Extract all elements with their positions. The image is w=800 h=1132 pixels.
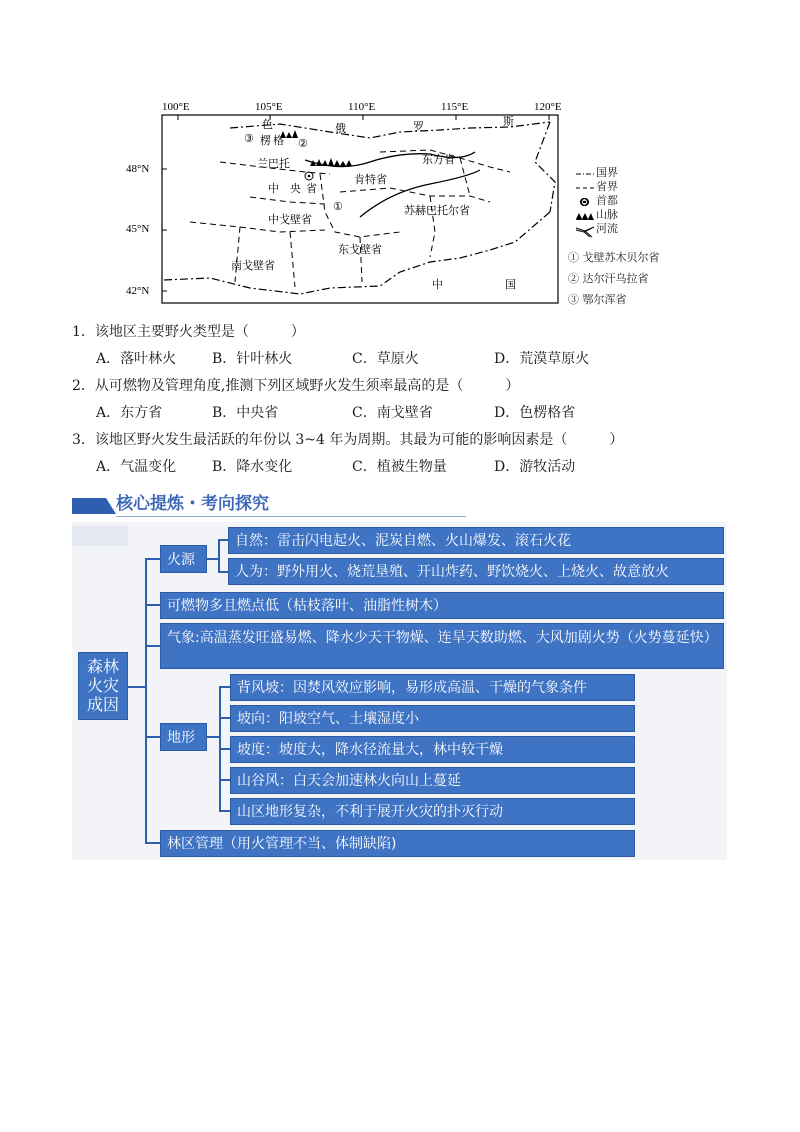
map-label: ② <box>298 137 308 150</box>
map-label: 国 <box>505 278 516 291</box>
lat-label: 42°N <box>126 285 150 297</box>
connector <box>219 686 230 688</box>
map-label: 苏赫巴托尔省 <box>404 204 470 217</box>
legend-river-label: 河流 <box>596 222 618 235</box>
node-weather: 气象:高温蒸发旺盛易燃、降水少天干物燥、连旱天数助燃、大风加剧火势（火势蔓延快） <box>160 623 724 669</box>
connector <box>145 645 160 647</box>
map-label: 中 <box>268 182 279 195</box>
node-fuel: 可燃物多且燃点低（枯枝落叶、油脂性树木） <box>160 592 724 619</box>
map-label: 罗 <box>413 120 424 133</box>
connector <box>219 717 230 719</box>
header-bar-icon <box>72 492 118 516</box>
map-notes <box>568 247 660 310</box>
map-label: 兰巴托 <box>257 157 290 170</box>
connector <box>218 539 220 572</box>
map-label: 格 <box>273 134 284 147</box>
map-label: 南戈壁省 <box>231 259 275 272</box>
question-1-stem: 1．该地区主要野火类型是（ ） <box>72 324 305 340</box>
map-label: 中 <box>432 278 443 291</box>
question-2-stem: 2．从可燃物及管理角度,推测下列区域野火发生须率最高的是（ ） <box>72 378 520 394</box>
root-line: 成因 <box>86 695 119 714</box>
section-header <box>72 492 472 518</box>
q3-option-a[interactable]: A．气温变化 <box>96 459 177 475</box>
legend-province-border-label: 省界 <box>596 180 618 193</box>
connector <box>145 842 160 844</box>
note-3: ③ 鄂尔浑省 <box>568 293 627 306</box>
map-label: ③ <box>244 132 254 145</box>
lon-label: 100°E <box>162 101 190 113</box>
question-3-stem: 3．该地区野火发生最活跃的年份以 3~4 年为周期。其最为可能的影响因素是（ ） <box>72 432 624 448</box>
map-label: 中戈壁省 <box>268 213 312 226</box>
map-label: 楞 <box>260 134 271 147</box>
q2-option-b[interactable]: B．中央省 <box>212 405 279 421</box>
map-frame <box>162 115 558 303</box>
legend-capital-label: 首都 <box>596 194 618 207</box>
mountain-range <box>280 130 352 166</box>
connector <box>219 748 230 750</box>
map-label: 俄 <box>335 122 346 135</box>
q1-option-c[interactable]: C．草原火 <box>352 351 419 367</box>
q2-option-c[interactable]: C．南戈壁省 <box>352 405 433 421</box>
map-label: ① <box>333 200 343 213</box>
mongolia-map <box>126 92 590 312</box>
connector <box>145 558 160 560</box>
connector <box>218 539 228 541</box>
node-slope-aspect: 坡向：阳坡空气、土壤湿度小 <box>230 705 635 732</box>
q1-option-d[interactable]: D．荒漠草原火 <box>494 351 590 367</box>
root-line: 森林 <box>86 657 119 676</box>
node-terrain: 地形 <box>160 723 207 751</box>
map-label: 央 <box>290 182 301 195</box>
map-label: 斯 <box>503 115 514 128</box>
connector <box>128 686 146 688</box>
q1-option-a[interactable]: A．落叶林火 <box>96 351 177 367</box>
connector <box>145 604 160 606</box>
lat-label: 48°N <box>126 163 150 175</box>
q2-option-a[interactable]: A．东方省 <box>96 405 163 421</box>
node-human-source: 人为：野外用火、烧荒垦殖、开山炸药、野饮烧火、上烧火、故意放火 <box>228 558 724 585</box>
q2-option-d[interactable]: D．色楞格省 <box>494 405 576 421</box>
lat-label: 45°N <box>126 223 150 235</box>
legend-national-border-label: 国界 <box>596 166 618 179</box>
map-label: 色 <box>262 118 273 131</box>
note-2: ② 达尔汗乌拉省 <box>568 272 649 285</box>
q3-option-b[interactable]: B．降水变化 <box>212 459 293 475</box>
root-line: 火灾 <box>86 676 119 695</box>
connector <box>218 571 228 573</box>
mindmap-root <box>78 652 128 720</box>
node-natural-source: 自然：雷击闪电起火、泥炭自燃、火山爆发、滚石火花 <box>228 527 724 554</box>
node-fire-source: 火源 <box>160 545 207 573</box>
panel-tab-decoration <box>72 526 128 546</box>
map-label: 东方省 <box>422 153 455 166</box>
connector <box>219 810 230 812</box>
node-leeward-slope: 背风坡：因焚风效应影响，易形成高温、干燥的气象条件 <box>230 674 635 701</box>
map-label: 东戈壁省 <box>338 243 382 256</box>
header-underline <box>116 516 466 517</box>
note-1: ① 戈壁苏木贝尔省 <box>568 251 660 264</box>
node-complex-terrain: 山区地形复杂，不利于展开火灾的扑灭行动 <box>230 798 635 825</box>
lon-label: 120°E <box>534 101 562 113</box>
legend-symbols <box>574 168 596 240</box>
lon-label: 115°E <box>441 101 469 113</box>
map-label: 肯特省 <box>354 173 387 186</box>
lon-label: 110°E <box>348 101 376 113</box>
legend-labels <box>596 166 618 236</box>
legend-mountain-label: 山脉 <box>596 208 618 221</box>
connector <box>219 779 230 781</box>
q1-option-b[interactable]: B．针叶林火 <box>212 351 293 367</box>
connector <box>145 558 147 843</box>
national-border <box>164 122 555 294</box>
connector <box>145 736 160 738</box>
node-management: 林区管理（用火管理不当、体制缺陷) <box>160 830 635 857</box>
lon-label: 105°E <box>255 101 283 113</box>
map-label: 省 <box>306 182 317 195</box>
q3-option-d[interactable]: D．游牧活动 <box>494 459 576 475</box>
q3-option-c[interactable]: C．植被生物量 <box>352 459 447 475</box>
node-slope-gradient: 坡度：坡度大，降水径流量大，林中较干燥 <box>230 736 635 763</box>
node-valley-wind: 山谷风：白天会加速林火向山上蔓延 <box>230 767 635 794</box>
section-title: 核心提炼・考向探究 <box>116 494 269 514</box>
